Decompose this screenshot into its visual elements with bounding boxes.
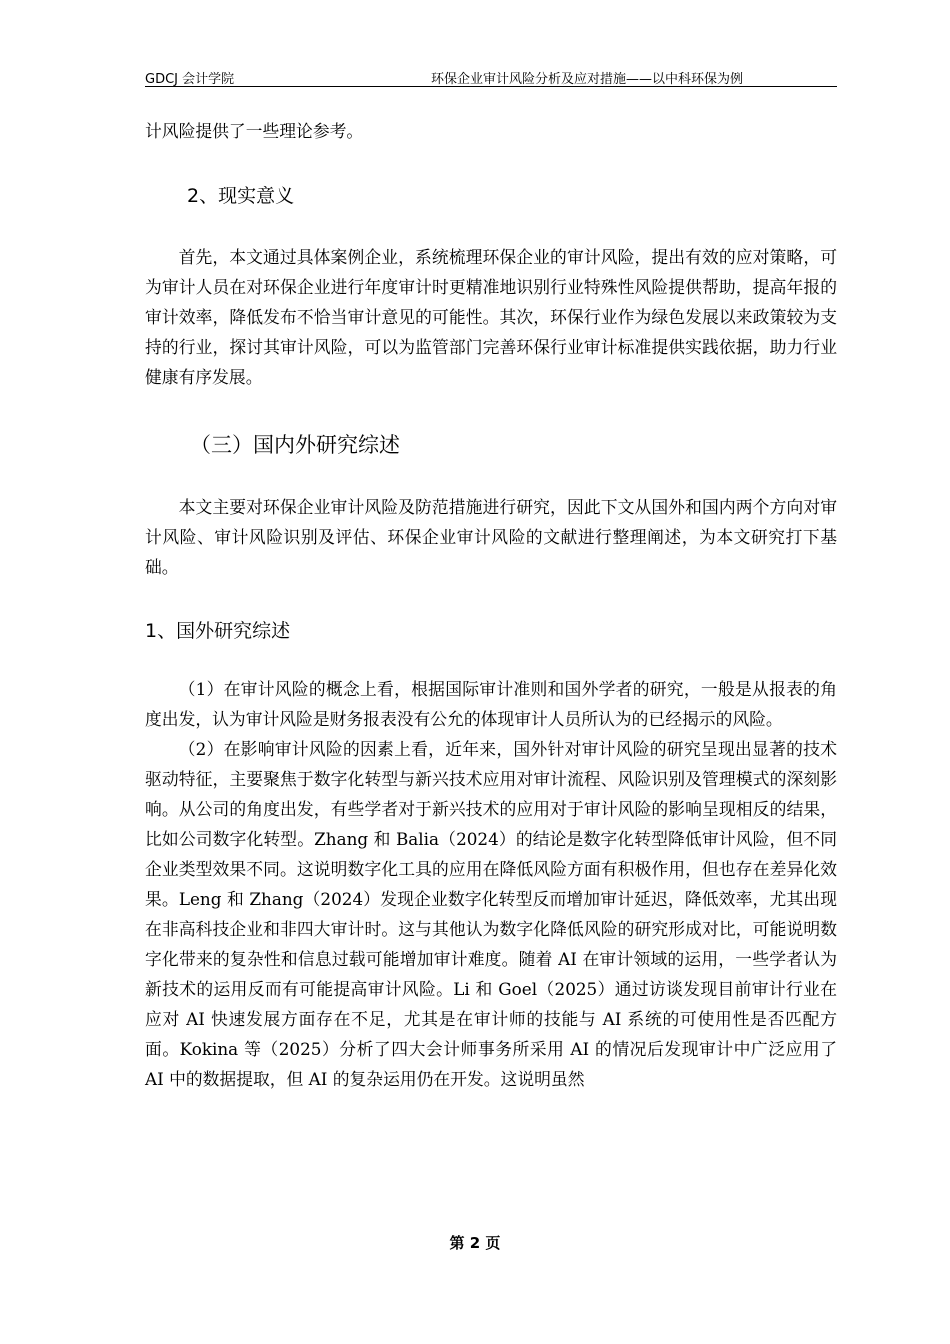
header-school: GDCJ 会计学院 xyxy=(145,72,235,87)
page-number: 第 2 页 xyxy=(449,1234,501,1252)
paragraph-practical-significance: 首先，本文通过具体案例企业，系统梳理环保企业的审计风险，提出有效的应对策略，可为审计人员在对环保企业进行年度审计时更精准地识别行业特殊性风险提供帮助，提高年报的审计效率，降低发布不恰当审计意见的可能性。其次，环保行业作为绿色发展以来政策较为支持的行业，探讨其审计风险，可以为监管部门完善环保行业审计标准提供实践依据，助力行业健康有序发展。 xyxy=(145,247,837,387)
page-content xyxy=(145,116,837,1094)
paragraph-review-intro: 本文主要对环保企业审计风险及防范措施进行研究，因此下文从国外和国内两个方向对审计风险、审计风险识别及评估、环保企业审计风险的文献进行整理阐述，为本文研究打下基础。 xyxy=(145,497,837,577)
header-title: 环保企业审计风险分析及应对措施——以中科环保为例 xyxy=(431,72,744,87)
paragraph-foreign-1: （1）在审计风险的概念上看，根据国际审计准则和国外学者的研究，一般是从报表的角度出发，认为审计风险是财务报表没有公允的体现审计人员所认为的已经揭示的风险。 xyxy=(145,679,837,729)
paragraph-foreign-2: （2）在影响审计风险的因素上看，近年来，国外针对审计风险的研究呈现出显著的技术驱动特征，主要聚焦于数字化转型与新兴技术应用对审计流程、风险识别及管理模式的深刻影响。从公司的角度出发，有些学者对于新兴技术的应用对于审计风险的影响呈现相反的结果，比如公司数字化转型。Zhang 和 Balia（2024）的结论是数字化转型降低审计风险，但不同企业类型效果不同。这说明数字化工具的应用在降低风险方面有积极作用，但也存在差异化效果。Leng 和 Zhang（2024）发现企业数字化转型反而增加审计延迟，降低效率，尤其出现在非高科技企业和非四大审计时。这与其他认为数字化降低风险的研究形成对比，可能说明数字化带来的复杂性和信息过载可能增加审计难度。随着 AI 在审计领域的运用，一些学者认为新技术的运用反而有可能提高审计风险。Li 和 Goel（2025）通过访谈发现目前审计行业在应对 AI 快速发展方面存在不足，尤其是在审计师的技能与 AI 系统的可使用性是否匹配方面。Kokina 等（2025）分析了四大会计师事务所采用 AI 的情况后发现审计中广泛应用了 AI 中的数据提取，但 AI 的复杂运用仍在开发。这说明虽然 xyxy=(145,739,837,1089)
heading-literature-review: （三）国内外研究综述 xyxy=(190,433,400,457)
heading-foreign-review: 1、国外研究综述 xyxy=(145,620,291,642)
page-header xyxy=(145,66,837,87)
heading-practical-significance: 2、现实意义 xyxy=(187,185,295,207)
paragraph-continuation: 计风险提供了一些理论参考。 xyxy=(145,121,364,141)
